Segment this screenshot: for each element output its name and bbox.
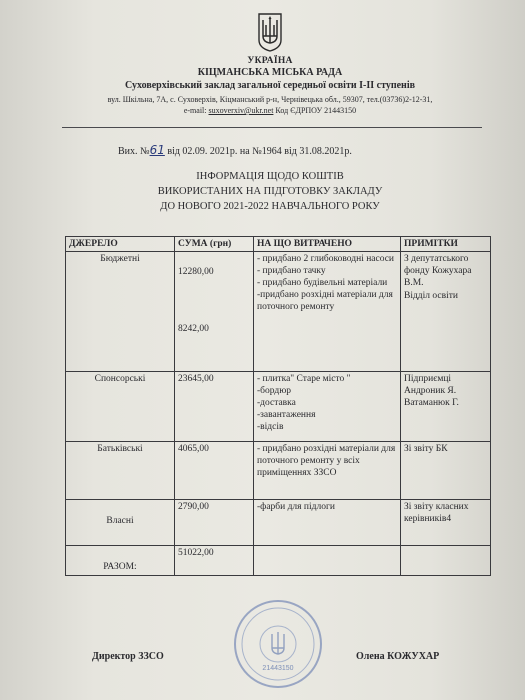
cell-sum — [175, 252, 254, 372]
cell-notes: Зі звіту класних керівників4 — [401, 500, 491, 546]
source-text: Власні — [106, 516, 134, 526]
trident-emblem-icon — [257, 12, 283, 52]
spent-item: - придбано будівельні матеріали — [257, 278, 388, 288]
spent-item: -бордюр — [257, 386, 292, 396]
total-empty-cell — [254, 546, 401, 576]
col-header-sum: СУМА (грн) — [175, 237, 254, 252]
header-council: КІЦМАНСЬКА МІСЬКА РАДА — [197, 67, 343, 78]
email-prefix: e-mail: — [183, 106, 209, 115]
document-title — [60, 169, 480, 214]
outgoing-number-handwritten: 61 — [149, 143, 165, 157]
title-line-1: ІНФОРМАЦІЯ ЩОДО КОШТІВ — [196, 171, 344, 182]
cell-source: Батьківські — [66, 442, 175, 500]
funds-table — [65, 236, 491, 576]
header-contacts — [40, 106, 500, 115]
outgoing-details: від 02.09. 2021р. на №1964 від 31.08.2021р. — [164, 146, 352, 157]
total-label: РАЗОМ: — [103, 562, 137, 572]
official-stamp-seal — [232, 598, 324, 690]
col-header-spent-on: НА ЩО ВИТРАЧЕНО — [254, 237, 401, 252]
title-line-2: ВИКОРИСТАНИХ НА ПІДГОТОВКУ ЗАКЛАДУ — [157, 186, 383, 197]
spent-item: - придбано 2 глибоководні насоси — [257, 254, 395, 264]
spent-item: -придбано розхідні матеріали для поточного ремонту — [257, 290, 393, 312]
header-divider — [62, 127, 482, 128]
total-sum: 51022,00 — [175, 546, 254, 576]
total-label-cell — [66, 546, 175, 576]
spent-item: -відсів — [257, 422, 284, 432]
cell-source — [66, 500, 175, 546]
spent-item: -завантаження — [257, 410, 316, 420]
table-row — [66, 372, 491, 442]
sum-value: 8242,00 — [178, 324, 209, 334]
header-address: вул. Шкільна, 7А, с. Суховерхів, Кіцманський р-н, Чернівецька обл., 59307, тел.(03736)2-12-31, — [107, 95, 433, 104]
cell-spent-on — [254, 252, 401, 372]
cell-sum: 4065,00 — [175, 442, 254, 500]
cell-notes — [401, 252, 491, 372]
cell-sum: 2790,00 — [175, 500, 254, 546]
edrpou-code: Код ЄДРПОУ 21443150 — [273, 106, 357, 115]
table-header-row — [66, 237, 491, 252]
sum-value: 12280,00 — [178, 267, 214, 277]
cell-sum: 23645,00 — [175, 372, 254, 442]
cell-notes: Підприємці Андроник Я. Ватаманюк Г. — [401, 372, 491, 442]
header-school-name: Суховерхівський заклад загальної середньої освіти І-ІІ ступенів — [125, 80, 415, 91]
cell-spent-on — [254, 372, 401, 442]
cell-source: Спонсорські — [66, 372, 175, 442]
cell-source: Бюджетні — [66, 252, 175, 372]
email-link[interactable]: suxoverxiv@ukr.net — [208, 106, 274, 115]
col-header-source: ДЖЕРЕЛО — [66, 237, 175, 252]
spent-item: -доставка — [257, 398, 296, 408]
cell-notes: Зі звіту БК — [401, 442, 491, 500]
cell-spent-on: - придбано розхідні матеріали для поточного ремонту у всіх приміщеннях ЗЗСО — [254, 442, 401, 500]
signature-title: Директор ЗЗСО — [92, 651, 164, 662]
title-line-3: ДО НОВОГО 2021-2022 НАВЧАЛЬНОГО РОКУ — [160, 201, 380, 212]
spent-item: - плитка" Старе місто " — [257, 374, 351, 384]
cell-spent-on: -фарби для підлоги — [254, 500, 401, 546]
spent-item: - придбано тачку — [257, 266, 326, 276]
table-row — [66, 252, 491, 372]
total-row — [66, 546, 491, 576]
signature-name: Олена КОЖУХАР — [356, 651, 440, 662]
col-header-notes: ПРИМІТКИ — [401, 237, 491, 252]
table-row — [66, 500, 491, 546]
total-empty-cell — [401, 546, 491, 576]
header-country: УКРАЇНА — [247, 56, 293, 66]
outgoing-prefix: Вих. № — [118, 146, 150, 157]
note-text: З депутатського фонду Кожухара В.М. — [404, 254, 472, 288]
table-row — [66, 442, 491, 500]
outgoing-number-line — [118, 143, 352, 157]
note-text: Відділ освіти — [404, 291, 458, 301]
stamp-code: 21443150 — [262, 665, 294, 672]
